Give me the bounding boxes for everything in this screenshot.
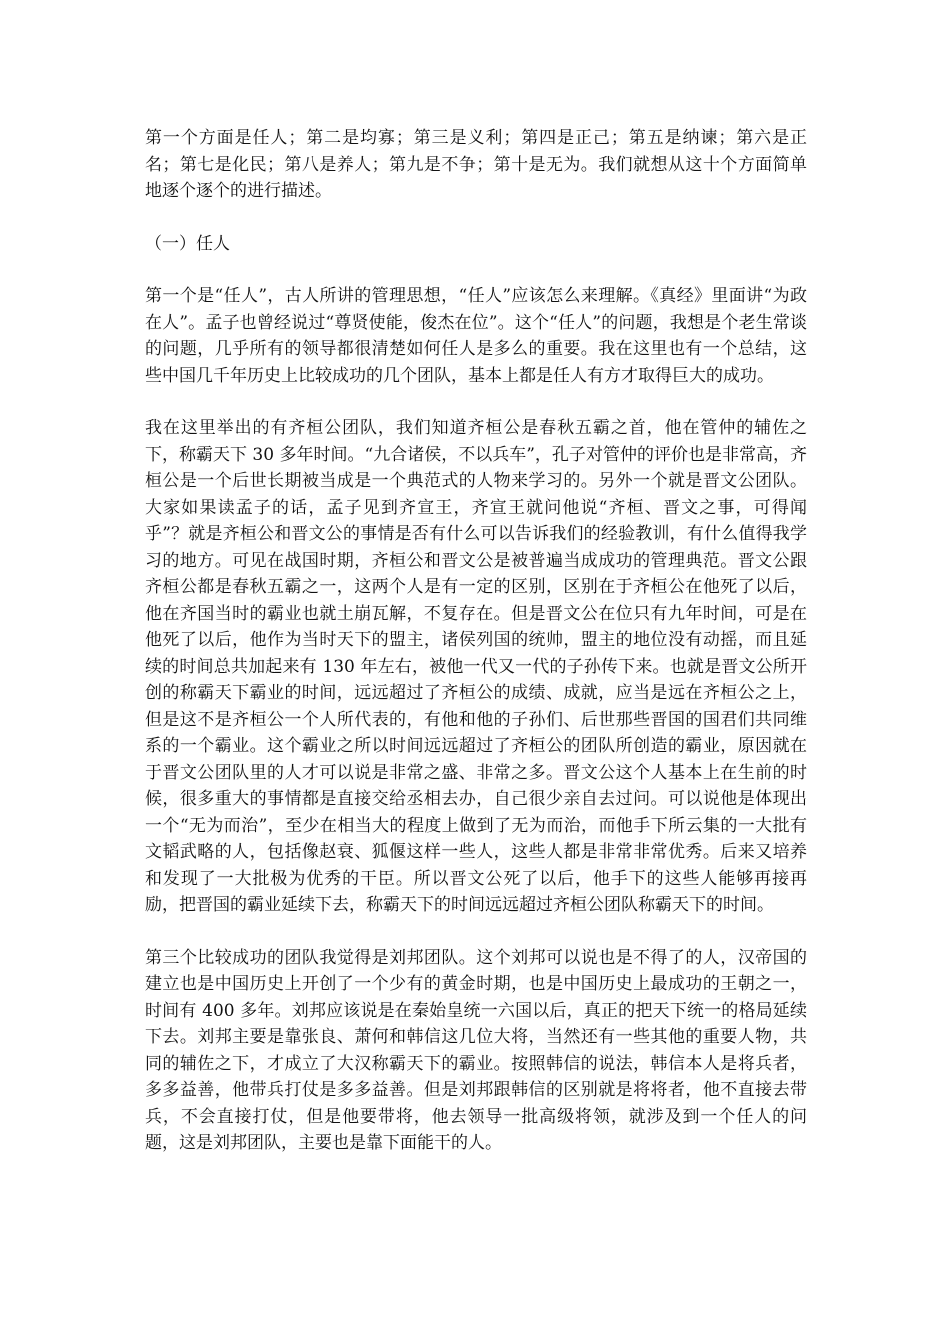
paragraph-qi-jin-teams: 我在这里举出的有齐桓公团队，我们知道齐桓公是春秋五霸之首，他在管仲的辅佐之下，称霸天下 30 多年时间。“九合诸侯，不以兵车”，孔子对管仲的评价也是非常高，齐桓公是一个后世长期被当成是一个典范式的人物来学习的。另外一个就是晋文公团队。大家如果读孟子的话，孟子见到齐宣王，齐宣王就问他说“齐桓、晋文之事，可得闻乎”？就是齐桓公和晋文公的事情是否有什么可以告诉我们的经验教训，有什么值得我学习的地方。可见在战国时期，齐桓公和晋文公是被普遍当成成功的管理典范。晋文公跟齐桓公都是春秋五霸之一，这两个人是有一定的区别，区别在于齐桓公在他死了以后，他在齐国当时的霸业也就土崩瓦解，不复存在。但是晋文公在位只有九年时间，可是在他死了以后，他作为当时天下的盟主，诸侯列国的统帅，盟主的地位没有动摇，而且延续的时间总共加起来有 130 年左右，被他一代又一代的子孙传下来。也就是晋文公所开创的称霸天下霸业的时间，远远超过了齐桓公的成绩、成就，应当是远在齐桓公之上，但是这不是齐桓公一个人所代表的，有他和他的子孙们、后世那些晋国的国君们共同维系的一个霸业。这个霸业之所以时间远远超过了齐桓公的团队所创造的霸业，原因就在于晋文公团队里的人才可以说是非常之盛、非常之多。晋文公这个人基本上在生前的时候，很多重大的事情都是直接交给丞相去办，自己很少亲自去过问。可以说他是体现出一个“无为而治”，至少在相当大的程度上做到了无为而治，而他手下所云集的一大批有文韬武略的人，包括像赵衰、狐偃这样一些人，这些人都是非常非常优秀。后来又培养和发现了一大批极为优秀的干臣。所以晋文公死了以后，他手下的这些人能够再接再励，把晋国的霸业延续下去，称霸天下的时间远远超过齐桓公团队称霸天下的时间。 xyxy=(145,418,807,915)
paragraph-liubang-team: 第三个比较成功的团队我觉得是刘邦团队。这个刘邦可以说也是不得了的人，汉帝国的建立也是中国历史上开创了一个少有的黄金时期，也是中国历史上最成功的王朝之一，时间有 400 多年。刘邦应该说是在秦始皇统一六国以后，真正的把天下统一的格局延续下去。刘邦主要是靠张良、萧何和韩信这几位大将，当然还有一些其他的重要人物，共同的辅佐之下，才成立了大汉称霸天下的霸业。按照韩信的说法，韩信本人是将兵者，多多益善，他带兵打仗是多多益善。但是刘邦跟韩信的区别就是将将者，他不直接去带兵，不会直接打仗，但是他要带将，他去领导一批高级将领，就涉及到一个任人的问题，这是刘邦团队，主要也是靠下面能干的人。 xyxy=(145,947,807,1153)
section-heading-renren: （一）任人 xyxy=(145,233,230,254)
paragraph-intro: 第一个方面是任人；第二是均寡；第三是义利；第四是正己；第五是纳谏；第六是正名；第七是化民；第八是养人；第九是不争；第十是无为。我们就想从这十个方面简单地逐个逐个的进行描述。 xyxy=(145,128,807,201)
document-body xyxy=(145,125,807,1183)
paragraph-renren-definition: 第一个是“任人”，古人所讲的管理思想，“任人”应该怎么来理解。《真经》里面讲“为政在人”。孟子也曾经说过“尊贤使能，俊杰在位”。这个“任人”的问题，我想是个老生常谈的问题，几乎所有的领导都很清楚如何任人是多么的重要。我在这里也有一个总结，这些中国几千年历史上比较成功的几个团队，基本上都是任人有方才取得巨大的成功。 xyxy=(145,286,807,386)
